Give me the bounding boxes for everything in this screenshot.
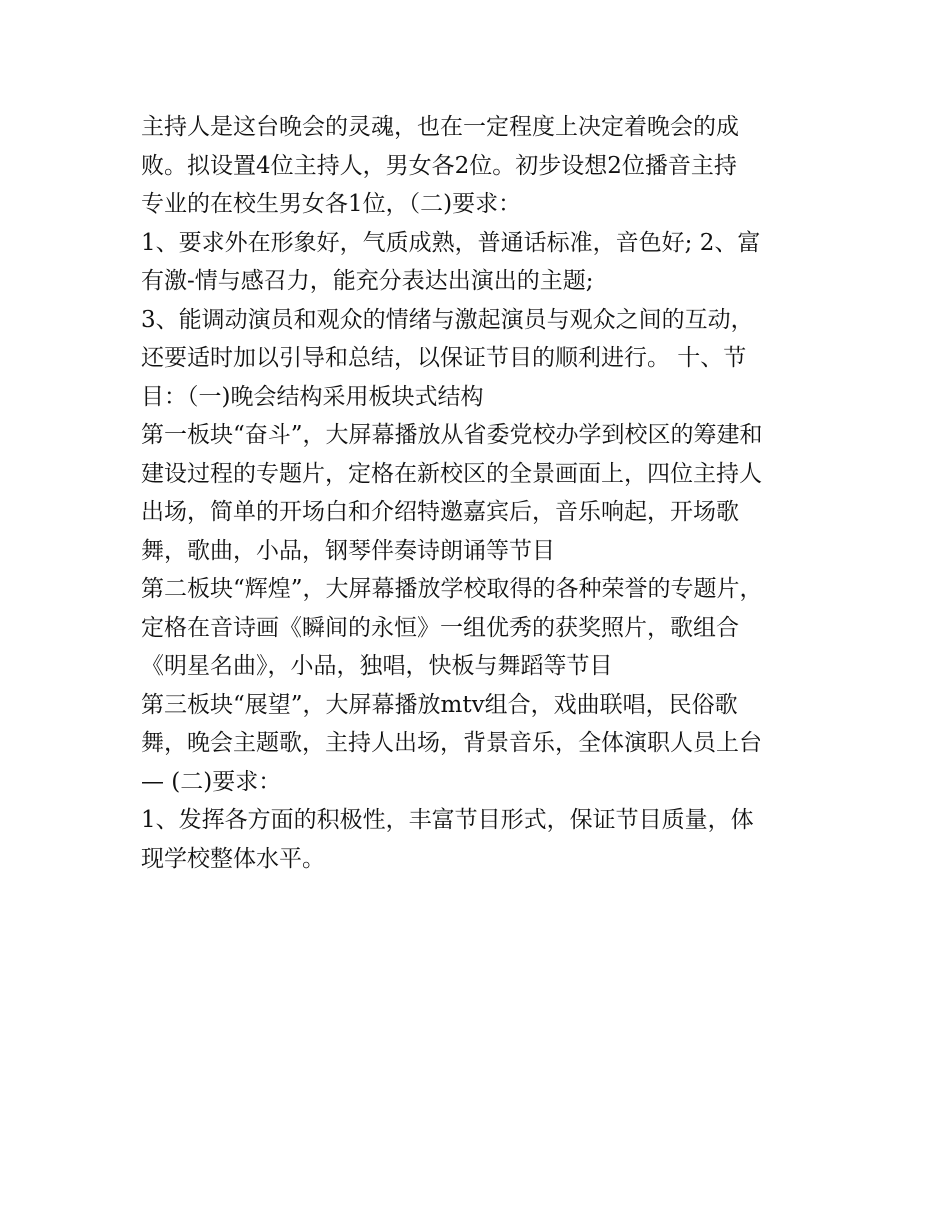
- body-text: [141, 108, 831, 878]
- text-line: 舞，晚会主题歌，主持人出场，背景音乐，全体演职人员上台: [141, 730, 762, 756]
- text-line: 第二板块“辉煌”，大屏幕播放学校取得的各种荣誉的专题片，: [141, 576, 763, 602]
- text-line: 1、发挥各方面的积极性，丰富节目形式，保证节目质量，体: [141, 807, 754, 833]
- text-line: 有激-情与感召力，能充分表达出演出的主题;: [141, 268, 594, 294]
- text-line: 还要适时加以引导和总结，以保证节目的顺利进行。 十、节: [141, 345, 747, 371]
- text-line: 现学校整体水平。: [141, 845, 325, 872]
- text-line: 舞，歌曲，小品，钢琴伴奏诗朗诵等节目: [141, 537, 555, 564]
- text-line: 出场，简单的开场白和介绍特邀嘉宾后，音乐响起，开场歌: [141, 499, 739, 525]
- text-line: 建设过程的专题片，定格在新校区的全景画面上，四位主持人: [141, 460, 762, 487]
- text-line: 目：（一)晚会结构采用板块式结构: [141, 383, 484, 410]
- text-line: — (二)要求：: [141, 768, 282, 795]
- text-line: 1、要求外在形象好，气质成熟，普通话标准，音色好; 2、富: [141, 229, 761, 256]
- text-line: 《明星名曲》，小品，独唱，快板与舞蹈等节目: [141, 653, 613, 679]
- text-line: 第一板块“奋斗”，大屏幕播放从省委党校办学到校区的筹建和: [141, 422, 763, 448]
- text-line: 主持人是这台晚会的灵魂，也在一定程度上决定着晚会的成: [141, 114, 739, 140]
- text-line: 第三板块“展望”，大屏幕播放mtv组合，戏曲联唱，民俗歌: [141, 691, 738, 718]
- text-line: 专业的在校生男女各1位，（二)要求：: [141, 191, 522, 217]
- text-line: 3、能调动演员和观众的情绪与激起演员与观众之间的互动，: [141, 306, 754, 333]
- text-line: 定格在音诗画《瞬间的永恒》一组优秀的获奖照片，歌组合: [141, 614, 739, 641]
- text-line: 败。拟设置4位主持人，男女各2位。初步设想2位播音主持: [141, 152, 737, 179]
